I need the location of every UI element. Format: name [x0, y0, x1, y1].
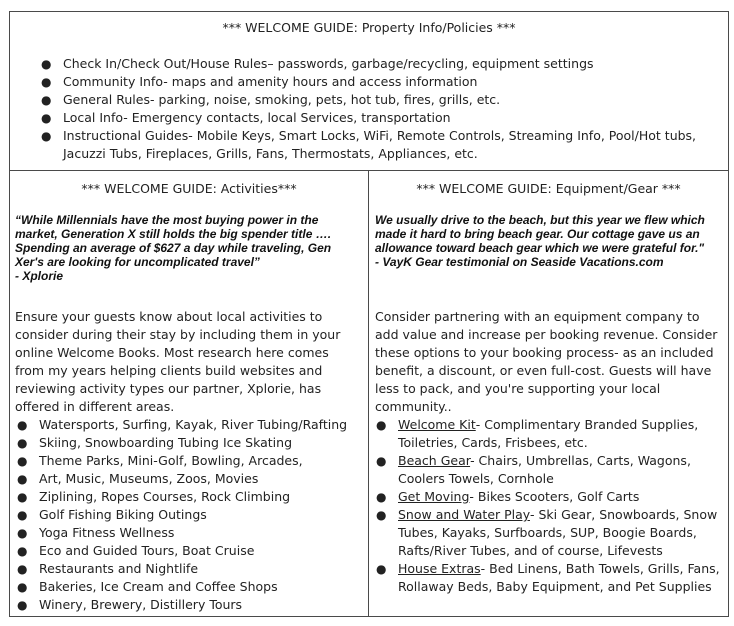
- beach-gear-link[interactable]: Beach Gear: [398, 453, 471, 468]
- bullet-icon: ●: [17, 454, 28, 468]
- list-item: ● Yoga Fitness Wellness: [17, 525, 175, 540]
- bullet-icon: ●: [17, 490, 28, 504]
- list-item: ● Snow and Water Play- Ski Gear, Snowboards, Snow Tubes, Kayaks, Surfboards, SUP, Boogie Boards, Rafts/River Tubes, and of course, Lifevests: [376, 507, 718, 558]
- house-extras-link[interactable]: House Extras: [398, 561, 481, 576]
- welcome-kit-link[interactable]: Welcome Kit: [398, 417, 476, 432]
- list-item: ● Art, Music, Museums, Zoos, Movies: [17, 471, 259, 486]
- list-item: ● Welcome Kit- Complimentary Branded Supplies, Toiletries, Cards, Frisbees, etc.: [376, 417, 699, 450]
- list-item: ● Golf Fishing Biking Outings: [17, 507, 207, 522]
- bullet-icon: ●: [376, 490, 387, 504]
- bullet-icon: ●: [376, 562, 387, 576]
- property-info-list: [39, 55, 719, 163]
- list-item: ● General Rules- parking, noise, smoking, pets, hot tub, fires, grills, etc.: [41, 92, 501, 107]
- bullet-icon: ●: [17, 508, 28, 522]
- property-info-section: [10, 12, 728, 171]
- quote-source: - VayK Gear testimonial on Seaside Vacations.com: [375, 255, 664, 269]
- quote-text: We usually drive to the beach, but this year we flew which made it hard to bring beach gear. Our cottage gave us an allowance toward beach gear which we were grateful for.": [375, 213, 705, 255]
- bullet-icon: ●: [17, 526, 28, 540]
- list-item: ● Watersports, Surfing, Kayak, River Tubing/Rafting: [17, 417, 348, 432]
- bullet-icon: ●: [17, 598, 28, 612]
- list-item: ● Check In/Check Out/House Rules– passwords, garbage/recycling, equipment settings: [41, 56, 594, 71]
- equipment-quote: [375, 213, 720, 269]
- list-item: ● Bakeries, Ice Cream and Coffee Shops: [17, 579, 278, 594]
- bullet-icon: ●: [41, 93, 52, 107]
- list-item: ● Eco and Guided Tours, Boat Cruise: [17, 543, 255, 558]
- list-item: ● Winery, Brewery, Distillery Tours: [17, 597, 243, 612]
- list-item: ● House Extras- Bed Linens, Bath Towels, Grills, Fans, Rollaway Beds, Baby Equipment, and Pet Supplies: [376, 561, 720, 594]
- list-item: ● Restaurants and Nightlife: [17, 561, 199, 576]
- quote-text: “While Millennials have the most buying power in the market, Generation X still holds the big spender title …. Spending an average of $627 a day while traveling, Gen Xer's are looking for uncomplicated travel”: [15, 213, 332, 269]
- list-item: ● Get Moving- Bikes Scooters, Golf Carts: [376, 489, 640, 504]
- bullet-icon: ●: [17, 580, 28, 594]
- list-item: ● Skiing, Snowboarding Tubing Ice Skating: [17, 435, 293, 450]
- bullet-icon: ●: [17, 418, 28, 432]
- equipment-paragraph: Consider partnering with an equipment company to add value and increase per booking revenue. Consider these options to your booking process- as an included benefit, a discount, or even full-cost. Guests will have less to pack, and you're supporting your local community..: [375, 309, 718, 414]
- bullet-icon: ●: [376, 418, 387, 432]
- activities-list: [15, 416, 360, 614]
- list-item: ● Beach Gear- Chairs, Umbrellas, Carts, Wagons, Coolers Towels, Cornhole: [376, 453, 691, 486]
- equipment-section: [368, 171, 728, 616]
- bullet-icon: ●: [376, 454, 387, 468]
- list-item: ● Community Info- maps and amenity hours and access information: [41, 74, 478, 89]
- bullet-icon: ●: [17, 436, 28, 450]
- bullet-icon: ●: [17, 562, 28, 576]
- bullet-icon: ●: [376, 508, 387, 522]
- bullet-icon: ●: [41, 75, 52, 89]
- welcome-guide-table: [9, 11, 729, 617]
- snow-and-water-play-link[interactable]: Snow and Water Play: [398, 507, 530, 522]
- activities-section: [10, 171, 368, 616]
- list-item: ● Ziplining, Ropes Courses, Rock Climbing: [17, 489, 291, 504]
- activities-paragraph: Ensure your guests know about local activities to consider during their stay by including them in your online Welcome Books. Most research here comes from my years helping clients build websites and reviewing activity types our partner, Xplorie, has offered in different areas.: [15, 309, 341, 414]
- equipment-title: *** WELCOME GUIDE: Equipment/Gear ***: [416, 181, 681, 196]
- bullet-icon: ●: [41, 129, 52, 143]
- bullet-icon: ●: [17, 472, 28, 486]
- list-item: ● Instructional Guides- Mobile Keys, Smart Locks, WiFi, Remote Controls, Streaming Info, Pool/Hot tubs, Jacuzzi Tubs, Fireplaces, Grills, Fans, Thermostats, Appliances, etc.: [41, 128, 697, 161]
- bullet-icon: ●: [41, 111, 52, 125]
- bullet-icon: ●: [41, 57, 52, 71]
- activities-quote: [15, 213, 360, 283]
- list-item: ● Theme Parks, Mini-Golf, Bowling, Arcades,: [17, 453, 303, 468]
- bullet-icon: ●: [17, 544, 28, 558]
- list-item: ● Local Info- Emergency contacts, local Services, transportation: [41, 110, 451, 125]
- quote-source: - Xplorie: [15, 269, 64, 283]
- get-moving-link[interactable]: Get Moving: [398, 489, 470, 504]
- activities-title: *** WELCOME GUIDE: Activities***: [81, 181, 297, 196]
- equipment-list: [374, 416, 726, 596]
- property-info-title: *** WELCOME GUIDE: Property Info/Policies ***: [222, 20, 516, 35]
